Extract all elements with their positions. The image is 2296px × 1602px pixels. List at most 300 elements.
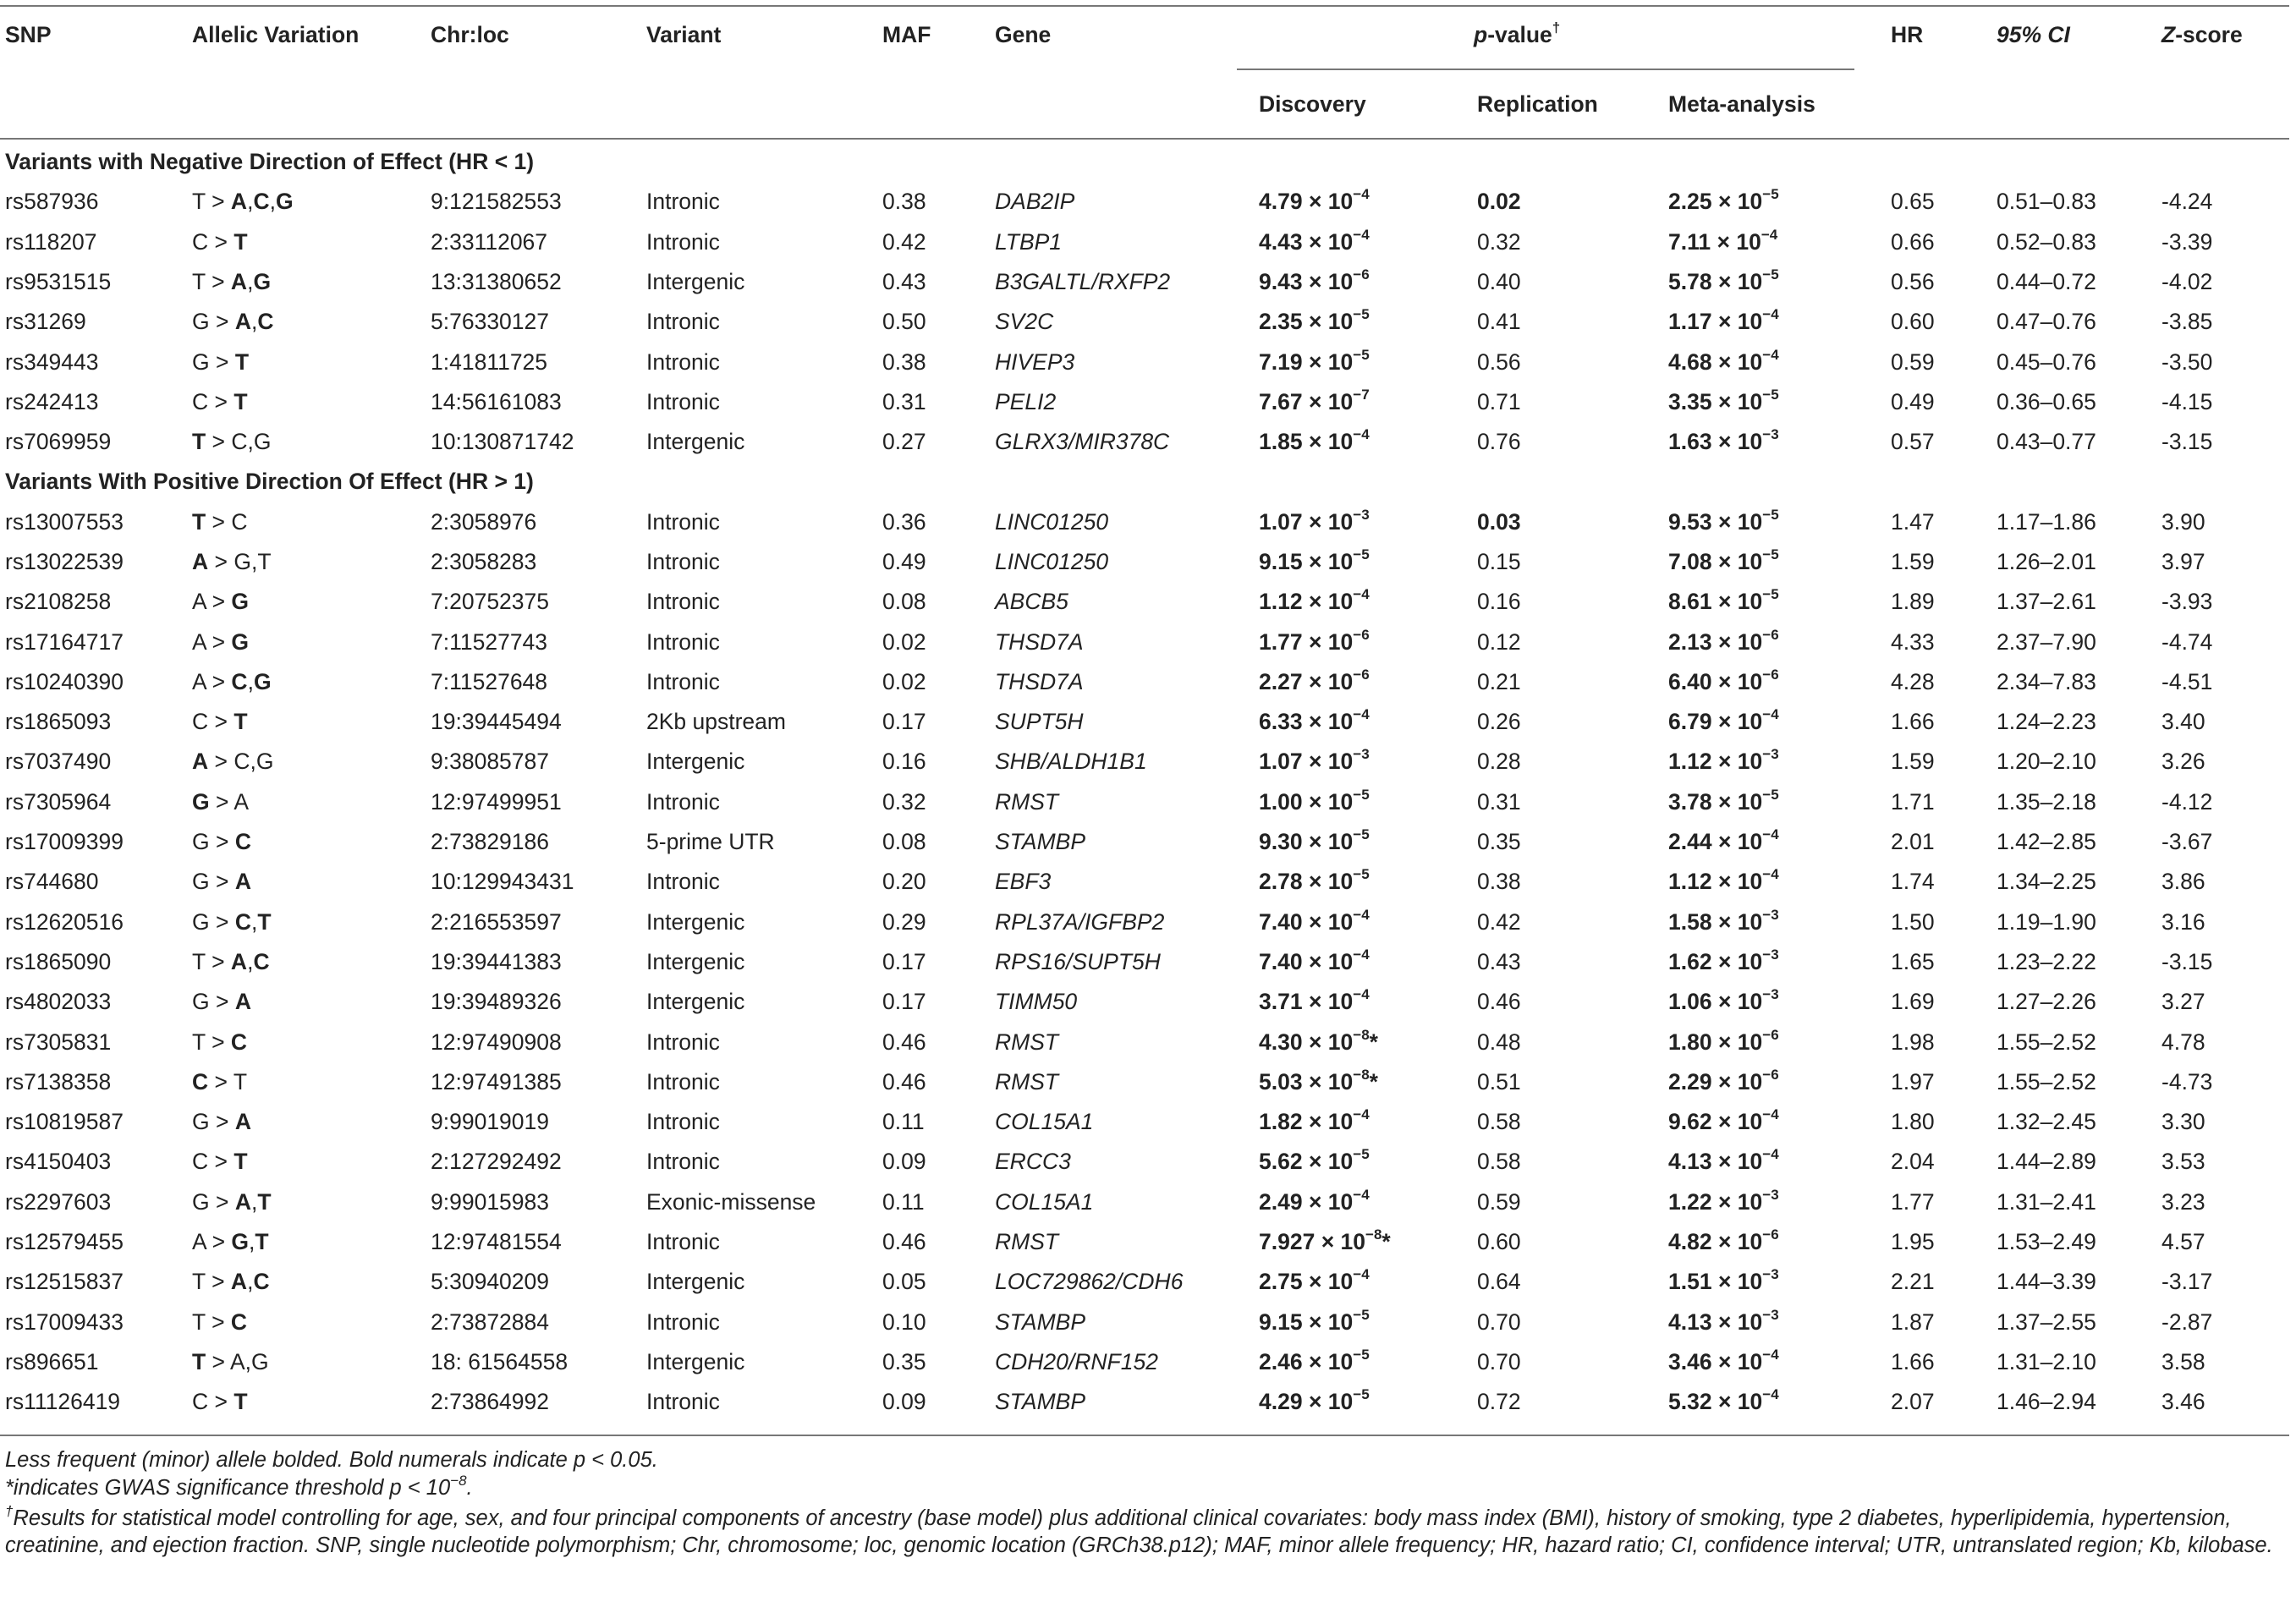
replication-pvalue: 0.70 bbox=[1477, 1349, 1521, 1374]
z-score: 3.40 bbox=[2161, 709, 2205, 734]
allelic-variation: T > C,G bbox=[192, 429, 272, 454]
chr-loc: 2:33112067 bbox=[431, 229, 548, 255]
variant-type: Intergenic bbox=[646, 909, 745, 935]
discovery-pvalue: $6.33 \times 10^{-4}$ bbox=[1259, 706, 1370, 734]
gene-name: RPL37A/IGFBP2 bbox=[995, 909, 1165, 935]
snp-id: rs896651 bbox=[5, 1349, 99, 1374]
variant-type: Intronic bbox=[646, 389, 720, 414]
hazard-ratio: 1.47 bbox=[1891, 509, 1935, 535]
chr-loc: 9:99019019 bbox=[431, 1109, 550, 1134]
snp-id: rs7305831 bbox=[5, 1029, 112, 1055]
discovery-pvalue: $1.00 \times 10^{-5}$ bbox=[1259, 787, 1370, 815]
gene-name: RMST bbox=[995, 1029, 1059, 1055]
replication-pvalue: 0.03 bbox=[1477, 509, 1521, 535]
z-score: -3.50 bbox=[2161, 349, 2213, 375]
gene-name: LTBP1 bbox=[995, 229, 1063, 255]
col-header-gene: Gene bbox=[995, 22, 1052, 47]
discovery-pvalue: $1.77 \times 10^{-6}$ bbox=[1259, 627, 1370, 655]
z-score: -4.02 bbox=[2161, 269, 2213, 294]
meta-pvalue: $1.22 \times 10^{-3}$ bbox=[1668, 1187, 1779, 1215]
chr-loc: 2:216553597 bbox=[431, 909, 562, 935]
variant-type: Intronic bbox=[646, 1069, 720, 1095]
confidence-interval: 0.51–0.83 bbox=[1997, 189, 2096, 214]
maf-value: 0.36 bbox=[882, 509, 926, 535]
snp-id: rs10240390 bbox=[5, 669, 124, 694]
z-score: 3.23 bbox=[2161, 1189, 2205, 1215]
meta-pvalue: $4.68 \times 10^{-4}$ bbox=[1668, 347, 1779, 375]
replication-pvalue: 0.59 bbox=[1477, 1189, 1521, 1215]
col-header-variant: Variant bbox=[646, 22, 722, 47]
gene-name: RMST bbox=[995, 1069, 1059, 1095]
maf-value: 0.38 bbox=[882, 349, 926, 375]
confidence-interval: 0.47–0.76 bbox=[1997, 309, 2096, 334]
chr-loc: 1:41811725 bbox=[431, 349, 548, 375]
variant-type: Intergenic bbox=[646, 269, 745, 294]
snp-id: rs7037490 bbox=[5, 749, 112, 774]
confidence-interval: 1.19–1.90 bbox=[1997, 909, 2096, 935]
chr-loc: 9:121582553 bbox=[431, 189, 562, 214]
chr-loc: 18: 61564558 bbox=[431, 1349, 569, 1374]
col-header-ci: 95% CI bbox=[1997, 22, 2070, 47]
allelic-variation: T > C bbox=[192, 1309, 248, 1335]
maf-value: 0.38 bbox=[882, 189, 926, 214]
discovery-pvalue: $4.30 \times 10^{-8}*$ bbox=[1259, 1027, 1378, 1055]
meta-pvalue: $7.11 \times 10^{-4}$ bbox=[1668, 227, 1778, 255]
meta-pvalue: $6.79 \times 10^{-4}$ bbox=[1668, 706, 1779, 734]
allelic-variation: T > A,C bbox=[192, 1269, 270, 1294]
confidence-interval: 1.44–3.39 bbox=[1997, 1269, 2096, 1294]
discovery-pvalue: $2.27 \times 10^{-6}$ bbox=[1259, 667, 1370, 694]
meta-pvalue: $5.78 \times 10^{-5}$ bbox=[1668, 266, 1779, 294]
meta-pvalue: $1.12 \times 10^{-4}$ bbox=[1668, 866, 1779, 894]
hazard-ratio: 2.21 bbox=[1891, 1269, 1935, 1294]
snp-id: rs1865090 bbox=[5, 949, 112, 974]
chr-loc: 2:73872884 bbox=[431, 1309, 550, 1335]
maf-value: 0.46 bbox=[882, 1029, 926, 1055]
z-score: 3.97 bbox=[2161, 549, 2205, 574]
maf-value: 0.50 bbox=[882, 309, 926, 334]
meta-pvalue: $7.08 \times 10^{-5}$ bbox=[1668, 546, 1779, 574]
z-score: 3.58 bbox=[2161, 1349, 2205, 1374]
discovery-pvalue: $7.927 \times 10^{-8}*$ bbox=[1259, 1226, 1391, 1254]
variant-type: Intronic bbox=[646, 1389, 720, 1414]
gene-name: STAMBP bbox=[995, 1309, 1085, 1335]
col-header-allelic: Allelic Variation bbox=[192, 22, 360, 47]
confidence-interval: 0.43–0.77 bbox=[1997, 429, 2096, 454]
gene-name: GLRX3/MIR378C bbox=[995, 429, 1170, 454]
chr-loc: 19:39489326 bbox=[431, 989, 562, 1014]
gene-name: ERCC3 bbox=[995, 1149, 1071, 1174]
discovery-pvalue: $4.29 \times 10^{-5}$ bbox=[1259, 1386, 1370, 1414]
z-score: -2.87 bbox=[2161, 1309, 2213, 1335]
allelic-variation: G > A,C bbox=[192, 309, 274, 334]
replication-pvalue: 0.12 bbox=[1477, 629, 1521, 655]
allelic-variation: A > G bbox=[192, 589, 250, 614]
replication-pvalue: 0.51 bbox=[1477, 1069, 1521, 1095]
replication-pvalue: 0.02 bbox=[1477, 189, 1521, 214]
maf-value: 0.43 bbox=[882, 269, 926, 294]
discovery-pvalue: $4.79 \times 10^{-4}$ bbox=[1259, 186, 1370, 214]
confidence-interval: 0.52–0.83 bbox=[1997, 229, 2096, 255]
maf-value: 0.08 bbox=[882, 829, 926, 854]
allelic-variation: C > T bbox=[192, 1389, 248, 1414]
hazard-ratio: 1.95 bbox=[1891, 1229, 1935, 1254]
confidence-interval: 0.45–0.76 bbox=[1997, 349, 2096, 375]
discovery-pvalue: $7.67 \times 10^{-7}$ bbox=[1259, 387, 1370, 414]
hazard-ratio: 0.65 bbox=[1891, 189, 1935, 214]
col-header-hr: HR bbox=[1891, 22, 1924, 47]
meta-pvalue: $2.29 \times 10^{-6}$ bbox=[1668, 1067, 1779, 1095]
gene-name: THSD7A bbox=[995, 629, 1084, 655]
confidence-interval: 1.55–2.52 bbox=[1997, 1069, 2096, 1095]
snp-id: rs587936 bbox=[5, 189, 99, 214]
footnote-model-description: †Results for statistical model controlling for age, sex, and four principal components of ancestry (base model) plus additional clinical covariates: body mass index (BMI), history of smoking, type 2 diabetes, hyperlipidemia, hypertension, creatinine, and ejection fraction. SNP, single nucleotide polymorphism; Chr, chromosome; loc, genomic location (GRCh38.p12); MAF, minor allele frequency; HR, hazard ratio; CI, confidence interval; UTR, untranslated region; Kb, kilobase. bbox=[5, 1502, 2273, 1557]
meta-pvalue: $9.53 \times 10^{-5}$ bbox=[1668, 507, 1779, 535]
meta-pvalue: $1.80 \times 10^{-6}$ bbox=[1668, 1027, 1779, 1055]
snp-id: rs1865093 bbox=[5, 709, 112, 734]
allelic-variation: T > A,G bbox=[192, 1349, 269, 1374]
replication-pvalue: 0.48 bbox=[1477, 1029, 1521, 1055]
gene-name: HIVEP3 bbox=[995, 349, 1075, 375]
snp-id: rs13007553 bbox=[5, 509, 124, 535]
maf-value: 0.29 bbox=[882, 909, 926, 935]
hazard-ratio: 0.59 bbox=[1891, 349, 1935, 375]
col-header-chrloc: Chr:loc bbox=[431, 22, 509, 47]
hazard-ratio: 1.59 bbox=[1891, 749, 1935, 774]
chr-loc: 2:127292492 bbox=[431, 1149, 562, 1174]
chr-loc: 2:73864992 bbox=[431, 1389, 550, 1414]
z-score: -3.15 bbox=[2161, 429, 2213, 454]
snp-id: rs7069959 bbox=[5, 429, 112, 454]
confidence-interval: 1.35–2.18 bbox=[1997, 789, 2096, 815]
z-score: -3.15 bbox=[2161, 949, 2213, 974]
gene-name: TIMM50 bbox=[995, 989, 1078, 1014]
discovery-pvalue: $2.35 \times 10^{-5}$ bbox=[1259, 306, 1370, 334]
allelic-variation: C > T bbox=[192, 1149, 248, 1174]
table-top-rule bbox=[0, 5, 2289, 7]
replication-pvalue: 0.35 bbox=[1477, 829, 1521, 854]
footnote-gwas-threshold: *indicates GWAS significance threshold $p < 10^{-8}$. bbox=[5, 1472, 473, 1500]
gene-name: LINC01250 bbox=[995, 549, 1109, 574]
gene-name: B3GALTL/RXFP2 bbox=[995, 269, 1171, 294]
gene-name: COL15A1 bbox=[995, 1109, 1094, 1134]
chr-loc: 5:30940209 bbox=[431, 1269, 550, 1294]
replication-pvalue: 0.41 bbox=[1477, 309, 1521, 334]
allelic-variation: A > C,G bbox=[192, 749, 274, 774]
variant-type: Intronic bbox=[646, 869, 720, 894]
discovery-pvalue: $7.19 \times 10^{-5}$ bbox=[1259, 347, 1370, 375]
meta-pvalue: $1.06 \times 10^{-3}$ bbox=[1668, 986, 1779, 1014]
hazard-ratio: 1.98 bbox=[1891, 1029, 1935, 1055]
meta-pvalue: $1.12 \times 10^{-3}$ bbox=[1668, 746, 1779, 774]
allelic-variation: G > A bbox=[192, 989, 251, 1014]
discovery-pvalue: $1.82 \times 10^{-4}$ bbox=[1259, 1106, 1370, 1134]
chr-loc: 12:97490908 bbox=[431, 1029, 562, 1055]
confidence-interval: 2.34–7.83 bbox=[1997, 669, 2096, 694]
col-header-maf: MAF bbox=[882, 22, 931, 47]
allelic-variation: G > A bbox=[192, 789, 250, 815]
gene-name: RMST bbox=[995, 1229, 1059, 1254]
hazard-ratio: 0.60 bbox=[1891, 309, 1935, 334]
variant-type: Intronic bbox=[646, 669, 720, 694]
maf-value: 0.05 bbox=[882, 1269, 926, 1294]
allelic-variation: T > C bbox=[192, 1029, 248, 1055]
meta-pvalue: $1.51 \times 10^{-3}$ bbox=[1668, 1266, 1779, 1294]
hazard-ratio: 1.97 bbox=[1891, 1069, 1935, 1095]
variant-type: Intronic bbox=[646, 349, 720, 375]
allelic-variation: C > T bbox=[192, 1069, 248, 1095]
variant-type: Intronic bbox=[646, 589, 720, 614]
gene-name: SHB/ALDH1B1 bbox=[995, 749, 1147, 774]
replication-pvalue: 0.26 bbox=[1477, 709, 1521, 734]
snp-id: rs12579455 bbox=[5, 1229, 124, 1254]
snp-id: rs17164717 bbox=[5, 629, 124, 655]
allelic-variation: A > G bbox=[192, 629, 250, 655]
maf-value: 0.27 bbox=[882, 429, 926, 454]
maf-value: 0.46 bbox=[882, 1229, 926, 1254]
maf-value: 0.49 bbox=[882, 549, 926, 574]
meta-pvalue: $1.63 \times 10^{-3}$ bbox=[1668, 426, 1779, 454]
variant-type: Intergenic bbox=[646, 1349, 745, 1374]
snp-id: rs12515837 bbox=[5, 1269, 124, 1294]
discovery-pvalue: $1.85 \times 10^{-4}$ bbox=[1259, 426, 1370, 454]
meta-pvalue: $8.61 \times 10^{-5}$ bbox=[1668, 586, 1779, 614]
z-score: -4.15 bbox=[2161, 389, 2213, 414]
variant-type: 2Kb upstream bbox=[646, 709, 786, 734]
gene-name: STAMBP bbox=[995, 829, 1085, 854]
gene-name: RPS16/SUPT5H bbox=[995, 949, 1161, 974]
replication-pvalue: 0.16 bbox=[1477, 589, 1521, 614]
replication-pvalue: 0.72 bbox=[1477, 1389, 1521, 1414]
variant-type: Intronic bbox=[646, 189, 720, 214]
replication-pvalue: 0.15 bbox=[1477, 549, 1521, 574]
z-score: -3.85 bbox=[2161, 309, 2213, 334]
hazard-ratio: 2.07 bbox=[1891, 1389, 1935, 1414]
hazard-ratio: 1.89 bbox=[1891, 589, 1935, 614]
snp-id: rs7305964 bbox=[5, 789, 112, 815]
gene-name: DAB2IP bbox=[995, 189, 1075, 214]
chr-loc: 7:20752375 bbox=[431, 589, 550, 614]
confidence-interval: 1.20–2.10 bbox=[1997, 749, 2096, 774]
col-header-discovery: Discovery bbox=[1259, 91, 1366, 117]
z-score: 3.30 bbox=[2161, 1109, 2205, 1134]
allelic-variation: G > A,T bbox=[192, 1189, 272, 1215]
gene-name: ABCB5 bbox=[995, 589, 1068, 614]
maf-value: 0.17 bbox=[882, 709, 926, 734]
discovery-pvalue: $1.07 \times 10^{-3}$ bbox=[1259, 746, 1370, 774]
allelic-variation: T > A,G bbox=[192, 269, 272, 294]
confidence-interval: 1.26–2.01 bbox=[1997, 549, 2096, 574]
col-header-replication: Replication bbox=[1477, 91, 1598, 117]
chr-loc: 2:3058976 bbox=[431, 509, 537, 535]
col-header-meta: Meta-analysis bbox=[1668, 91, 1815, 117]
maf-value: 0.17 bbox=[882, 989, 926, 1014]
maf-value: 0.32 bbox=[882, 789, 926, 815]
chr-loc: 7:11527648 bbox=[431, 669, 548, 694]
gene-name: RMST bbox=[995, 789, 1059, 815]
snp-id: rs17009399 bbox=[5, 829, 124, 854]
z-score: -4.51 bbox=[2161, 669, 2213, 694]
variant-type: Intronic bbox=[646, 509, 720, 535]
z-score: 3.27 bbox=[2161, 989, 2205, 1014]
hazard-ratio: 0.56 bbox=[1891, 269, 1935, 294]
gene-name: CDH20/RNF152 bbox=[995, 1349, 1158, 1374]
chr-loc: 13:31380652 bbox=[431, 269, 562, 294]
z-score: -4.74 bbox=[2161, 629, 2213, 655]
z-score: 3.86 bbox=[2161, 869, 2205, 894]
replication-pvalue: 0.70 bbox=[1477, 1309, 1521, 1335]
z-score: -3.67 bbox=[2161, 829, 2213, 854]
snp-id: rs2297603 bbox=[5, 1189, 112, 1215]
hazard-ratio: 1.59 bbox=[1891, 549, 1935, 574]
confidence-interval: 1.53–2.49 bbox=[1997, 1229, 2096, 1254]
section-title: Variants with Negative Direction of Effect (HR < 1) bbox=[5, 149, 535, 174]
snp-id: rs118207 bbox=[5, 229, 97, 255]
snp-id: rs17009433 bbox=[5, 1309, 124, 1335]
confidence-interval: 1.32–2.45 bbox=[1997, 1109, 2096, 1134]
chr-loc: 19:39445494 bbox=[431, 709, 562, 734]
replication-pvalue: 0.43 bbox=[1477, 949, 1521, 974]
replication-pvalue: 0.42 bbox=[1477, 909, 1521, 935]
col-header-zscore: Z-score bbox=[2161, 22, 2243, 47]
allelic-variation: T > C bbox=[192, 509, 248, 535]
gene-name: SV2C bbox=[995, 309, 1054, 334]
allelic-variation: C > T bbox=[192, 389, 248, 414]
snp-id: rs9531515 bbox=[5, 269, 112, 294]
variant-type: Intronic bbox=[646, 1109, 720, 1134]
allelic-variation: A > C,G bbox=[192, 669, 272, 694]
z-score: 3.16 bbox=[2161, 909, 2205, 935]
discovery-pvalue: $9.15 \times 10^{-5}$ bbox=[1259, 1307, 1370, 1335]
hazard-ratio: 1.80 bbox=[1891, 1109, 1935, 1134]
hazard-ratio: 1.71 bbox=[1891, 789, 1935, 815]
variant-type: Intronic bbox=[646, 1229, 720, 1254]
hazard-ratio: 0.57 bbox=[1891, 429, 1935, 454]
confidence-interval: 1.17–1.86 bbox=[1997, 509, 2096, 535]
discovery-pvalue: $5.62 \times 10^{-5}$ bbox=[1259, 1146, 1370, 1174]
allelic-variation: T > A,C,G bbox=[192, 189, 294, 214]
confidence-interval: 0.44–0.72 bbox=[1997, 269, 2096, 294]
allelic-variation: G > A bbox=[192, 1109, 251, 1134]
discovery-pvalue: $2.75 \times 10^{-4}$ bbox=[1259, 1266, 1370, 1294]
replication-pvalue: 0.56 bbox=[1477, 349, 1521, 375]
replication-pvalue: 0.46 bbox=[1477, 989, 1521, 1014]
replication-pvalue: 0.40 bbox=[1477, 269, 1521, 294]
confidence-interval: 1.37–2.55 bbox=[1997, 1309, 2096, 1335]
snp-id: rs2108258 bbox=[5, 589, 112, 614]
gene-name: PELI2 bbox=[995, 389, 1057, 414]
discovery-pvalue: $5.03 \times 10^{-8}*$ bbox=[1259, 1067, 1378, 1095]
replication-pvalue: 0.58 bbox=[1477, 1109, 1521, 1134]
discovery-pvalue: $7.40 \times 10^{-4}$ bbox=[1259, 946, 1370, 974]
meta-pvalue: $5.32 \times 10^{-4}$ bbox=[1668, 1386, 1779, 1414]
allelic-variation: C > T bbox=[192, 709, 248, 734]
variant-type: Intronic bbox=[646, 1149, 720, 1174]
snp-id: rs242413 bbox=[5, 389, 99, 414]
allelic-variation: G > C bbox=[192, 829, 251, 854]
snp-id: rs10819587 bbox=[5, 1109, 124, 1134]
hazard-ratio: 1.87 bbox=[1891, 1309, 1935, 1335]
confidence-interval: 1.46–2.94 bbox=[1997, 1389, 2096, 1414]
chr-loc: 9:99015983 bbox=[431, 1189, 550, 1215]
hazard-ratio: 0.66 bbox=[1891, 229, 1935, 255]
z-score: -4.73 bbox=[2161, 1069, 2213, 1095]
gene-name: SUPT5H bbox=[995, 709, 1084, 734]
allelic-variation: T > A,C bbox=[192, 949, 270, 974]
col-header-snp: SNP bbox=[5, 22, 52, 47]
replication-pvalue: 0.21 bbox=[1477, 669, 1521, 694]
meta-pvalue: $6.40 \times 10^{-6}$ bbox=[1668, 667, 1779, 694]
replication-pvalue: 0.28 bbox=[1477, 749, 1521, 774]
z-score: 3.46 bbox=[2161, 1389, 2205, 1414]
maf-value: 0.08 bbox=[882, 589, 926, 614]
replication-pvalue: 0.60 bbox=[1477, 1229, 1521, 1254]
z-score: 4.57 bbox=[2161, 1229, 2205, 1254]
hazard-ratio: 1.69 bbox=[1891, 989, 1935, 1014]
chr-loc: 10:130871742 bbox=[431, 429, 574, 454]
meta-pvalue: $4.82 \times 10^{-6}$ bbox=[1668, 1226, 1779, 1254]
variant-type: 5-prime UTR bbox=[646, 829, 775, 854]
gene-name: STAMBP bbox=[995, 1389, 1085, 1414]
z-score: -3.39 bbox=[2161, 229, 2213, 255]
discovery-pvalue: $2.46 \times 10^{-5}$ bbox=[1259, 1347, 1370, 1374]
discovery-pvalue: $4.43 \times 10^{-4}$ bbox=[1259, 227, 1370, 255]
hazard-ratio: 2.01 bbox=[1891, 829, 1935, 854]
chr-loc: 2:3058283 bbox=[431, 549, 537, 574]
variant-type: Intronic bbox=[646, 549, 720, 574]
gene-name: THSD7A bbox=[995, 669, 1084, 694]
confidence-interval: 1.55–2.52 bbox=[1997, 1029, 2096, 1055]
footnote-bold-legend: Less frequent (minor) allele bolded. Bold numerals indicate p < 0.05. bbox=[5, 1448, 658, 1472]
maf-value: 0.46 bbox=[882, 1069, 926, 1095]
maf-value: 0.10 bbox=[882, 1309, 926, 1335]
pvalue-subheader-rule bbox=[1237, 69, 1854, 70]
maf-value: 0.02 bbox=[882, 629, 926, 655]
confidence-interval: 1.34–2.25 bbox=[1997, 869, 2096, 894]
allelic-variation: G > A bbox=[192, 869, 251, 894]
variant-type: Exonic-missense bbox=[646, 1189, 816, 1215]
z-score: -4.24 bbox=[2161, 189, 2213, 214]
chr-loc: 12:97481554 bbox=[431, 1229, 562, 1254]
z-score: 4.78 bbox=[2161, 1029, 2205, 1055]
replication-pvalue: 0.58 bbox=[1477, 1149, 1521, 1174]
z-score: -3.17 bbox=[2161, 1269, 2213, 1294]
meta-pvalue: $4.13 \times 10^{-3}$ bbox=[1668, 1307, 1779, 1335]
discovery-pvalue: $7.40 \times 10^{-4}$ bbox=[1259, 907, 1370, 935]
meta-pvalue: $2.13 \times 10^{-6}$ bbox=[1668, 627, 1779, 655]
discovery-pvalue: $3.71 \times 10^{-4}$ bbox=[1259, 986, 1370, 1014]
variant-type: Intergenic bbox=[646, 989, 745, 1014]
confidence-interval: 1.27–2.26 bbox=[1997, 989, 2096, 1014]
allelic-variation: G > T bbox=[192, 349, 250, 375]
maf-value: 0.09 bbox=[882, 1149, 926, 1174]
discovery-pvalue: $9.43 \times 10^{-6}$ bbox=[1259, 266, 1370, 294]
variant-type: Intronic bbox=[646, 309, 720, 334]
col-header-pvalue: p-value† bbox=[1474, 19, 1561, 47]
maf-value: 0.02 bbox=[882, 669, 926, 694]
variant-type: Intergenic bbox=[646, 749, 745, 774]
meta-pvalue: $4.13 \times 10^{-4}$ bbox=[1668, 1146, 1779, 1174]
z-score: -4.12 bbox=[2161, 789, 2213, 815]
hazard-ratio: 4.28 bbox=[1891, 669, 1935, 694]
hazard-ratio: 2.04 bbox=[1891, 1149, 1935, 1174]
gene-name: EBF3 bbox=[995, 869, 1052, 894]
meta-pvalue: $1.17 \times 10^{-4}$ bbox=[1668, 306, 1779, 334]
meta-pvalue: $3.46 \times 10^{-4}$ bbox=[1668, 1347, 1779, 1374]
gene-name: LOC729862/CDH6 bbox=[995, 1269, 1184, 1294]
maf-value: 0.11 bbox=[882, 1189, 925, 1215]
discovery-pvalue: $9.15 \times 10^{-5}$ bbox=[1259, 546, 1370, 574]
